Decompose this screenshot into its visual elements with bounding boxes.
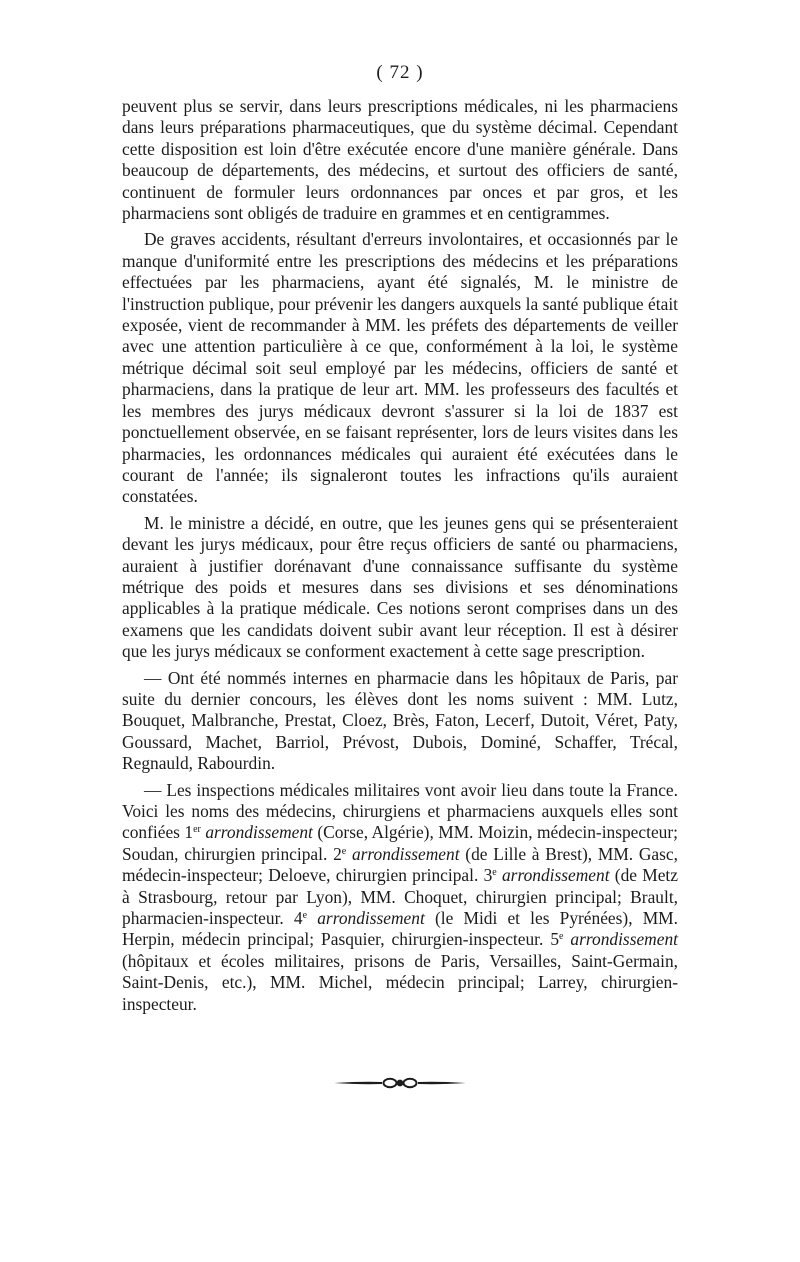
ordinal-suffix: e [559, 931, 564, 943]
italic-term: arrondissement [496, 865, 610, 886]
ordinal-number: 3 [483, 865, 493, 886]
ordinal-number: 4 [293, 908, 303, 929]
text-segment: (de Lille à Brest), MM. Gasc, médecin-inspecteur; Deloeve, chirurgien principal. [122, 843, 678, 886]
ordinal-number: 1 [184, 822, 194, 843]
text-segment: (Corse, Algérie), MM. Moizin, médecin-inspecteur; Soudan, chirurgien principal. [122, 822, 678, 864]
paragraph-3: M. le ministre a décidé, en outre, que les jeunes gens qui se présenteraient devant les jurys médicaux, pour être reçus officiers de santé ou pharmaciens, auraient à justifier dorénavant d'une connaissance suffisante du système métrique des poids et mesures dans ses divisions et ses dénominations applicables à la pratique médicale. Ces notions seront comprises dans un des examens que les candidats doivent subir avant leur réception. Il est à désirer que les jurys médicaux se conforment exactement à cette sage prescription. [122, 512, 678, 662]
italic-term: arrondissement [346, 843, 460, 864]
italic-term: arrondissement [307, 908, 425, 929]
ordinal-number: 5 [550, 929, 560, 950]
paragraph-5 [122, 780, 678, 1015]
ordinal-number: 2 [333, 843, 342, 864]
tailpiece-ornament-icon [332, 1076, 468, 1090]
text-segment: (de Metz à Strasbourg, retour par Lyon), MM. Choquet, chirurgien principal; Brault, pharmacien-inspecteur. [122, 865, 678, 929]
body-text [122, 96, 678, 1020]
text-segment: (le Midi et les Pyrénées), MM. Herpin, médecin principal; Pasquier, chirurgien-inspecteur. [122, 908, 678, 950]
italic-term: arrondissement [563, 929, 678, 950]
ordinal-suffix: e [492, 867, 497, 879]
ordinal-suffix: er [193, 824, 201, 836]
paragraph-4: — Ont été nommés internes en pharmacie dans les hôpitaux de Paris, par suite du dernier concours, les élèves dont les noms suivent : MM. Lutz, Bouquet, Malbranche, Prestat, Cloez, Brès, Faton, Lecerf, Dutoit, Véret, Paty, Goussard, Machet, Barriol, Prévost, Dubois, Dominé, Schaffer, Trécal, Regnauld, Rabourdin. [122, 667, 678, 774]
italic-term: arrondissement [200, 822, 313, 843]
text-segment: — Les inspections médicales militaires vont avoir lieu dans toute la France. Voici les noms des médecins, chirurgiens et pharmaciens auxquels elles sont confiées [122, 779, 678, 843]
page-number: ( 72 ) [376, 62, 424, 83]
ordinal-suffix: e [302, 910, 308, 922]
ordinal-suffix: e [341, 845, 347, 857]
paragraph-2: De graves accidents, résultant d'erreurs involontaires, et occasionnés par le manque d'uniformité entre les prescriptions des médecins et les préparations effectuées par les pharmaciens, ayant été signalés, M. le ministre de l'instruction publique, pour prévenir les dangers auxquels la santé publique était exposée, vient de recommander à MM. les préfets des départements de veiller avec une attention particulière à ce que, conformément à la loi, le système métrique décimal soit seul employé par les médecins, officiers de santé et pharmaciens, dans la pratique de leur art. MM. les professeurs des facultés et les membres des jurys médicaux devront s'assurer si la loi de 1837 est ponctuellement observée, en se faisant représenter, lors de leurs visites dans les pharmacies, les ordonnances médicales qui auraient été exécutées dans le courant de l'année; ils signaleront toutes les infractions qu'ils auraient constatées. [122, 229, 678, 507]
paragraph-1: peuvent plus se servir, dans leurs prescriptions médicales, ni les pharmaciens dans leurs préparations pharmaceutiques, que du système décimal. Cependant cette disposition est loin d'être exécutée encore d'une manière générale. Dans beaucoup de départements, des médecins, et surtout des officiers de santé, continuent de formuler leurs ordonnances par onces et par gros, et les pharmaciens sont obligés de traduire en grammes et en centigrammes. [122, 96, 678, 224]
text-segment: (hôpitaux et écoles militaires, prisons de Paris, Versailles, Saint-Germain, Saint-Denis, etc.), MM. Michel, médecin principal; Larrey, chirurgien-inspecteur. [122, 950, 678, 1014]
ornament-shape [334, 1079, 466, 1087]
